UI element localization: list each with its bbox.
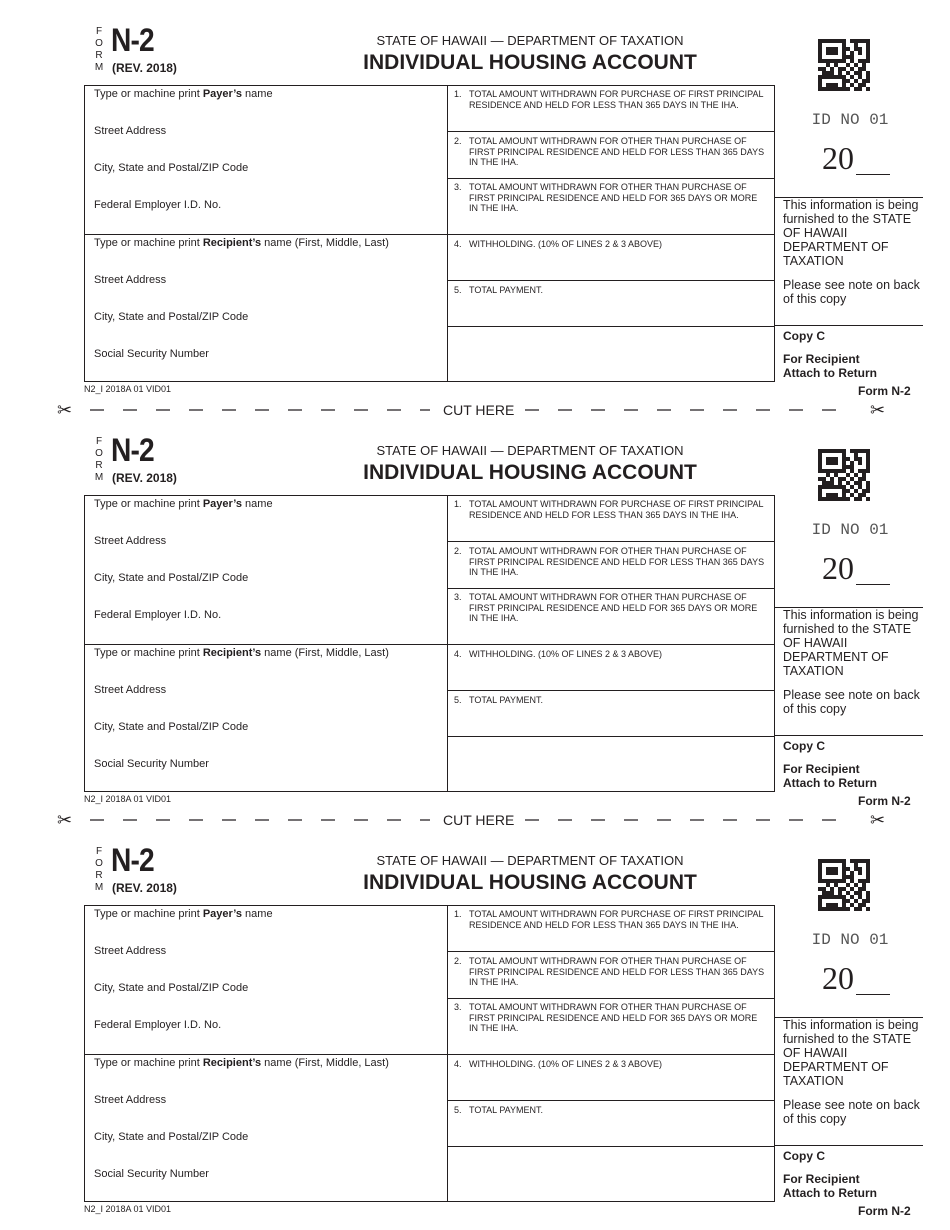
divider xyxy=(448,998,774,999)
divider xyxy=(775,325,923,326)
line-2-total-withdrawn-other-short[interactable]: 2. TOTAL AMOUNT WITHDRAWN FOR OTHER THAN PURCHASE OF FIRST PRINCIPAL RESIDENCE AND HELD FOR LESS THAN 365 DAYS IN THE IHA. xyxy=(454,136,765,167)
scissors-icon: ✂ xyxy=(870,400,886,420)
form-revision: (REV. 2018) xyxy=(112,881,177,895)
form-title: INDIVIDUAL HOUSING ACCOUNT xyxy=(363,51,697,74)
recipient-city-label[interactable]: City, State and Postal/ZIP Code xyxy=(94,721,249,733)
tax-year-prefix: 20 xyxy=(822,550,854,586)
tax-year-input-line[interactable] xyxy=(856,584,890,585)
divider xyxy=(448,1100,774,1101)
payer-fein-label[interactable]: Federal Employer I.D. No. xyxy=(94,1019,222,1031)
recipient-ssn-label[interactable]: Social Security Number xyxy=(94,1168,209,1180)
recipient-instructions: For Recipient Attach to Return xyxy=(783,762,877,790)
form-footer-label: Form N-2 xyxy=(858,384,911,398)
recipient-street-label[interactable]: Street Address xyxy=(94,1094,167,1106)
divider xyxy=(85,644,448,645)
line-4-withholding[interactable]: 4. WITHHOLDING. (10% OF LINES 2 & 3 ABOVE) xyxy=(454,1059,663,1069)
form-code: N2_I 2018A 01 VID01 xyxy=(84,384,172,394)
id-number: ID NO 01 xyxy=(811,111,889,129)
form-revision: (REV. 2018) xyxy=(112,471,177,485)
back-note: Please see note on back of this copy xyxy=(783,688,920,716)
tax-year-prefix: 20 xyxy=(822,960,854,996)
line-1-total-withdrawn-first-residence-short[interactable]: 1. TOTAL AMOUNT WITHDRAWN FOR PURCHASE OF FIRST PRINCIPAL RESIDENCE AND HELD FOR LESS THAN 365 DAYS IN THE IHA. xyxy=(454,499,764,520)
form-vertical-label: F O R M xyxy=(94,26,104,73)
recipient-street-label[interactable]: Street Address xyxy=(94,684,167,696)
id-number: ID NO 01 xyxy=(811,521,889,539)
copy-label: Copy C xyxy=(783,739,825,753)
cut-here-label: CUT HERE xyxy=(443,402,515,418)
payer-name-label[interactable]: Type or machine print Payer’s name xyxy=(94,498,273,510)
divider xyxy=(448,588,774,589)
recipient-name-label[interactable]: Type or machine print Recipient’s name (First, Middle, Last) xyxy=(94,647,389,659)
line-2-total-withdrawn-other-short[interactable]: 2. TOTAL AMOUNT WITHDRAWN FOR OTHER THAN PURCHASE OF FIRST PRINCIPAL RESIDENCE AND HELD FOR LESS THAN 365 DAYS IN THE IHA. xyxy=(454,956,765,987)
payer-recipient-box xyxy=(84,85,448,382)
payer-fein-label[interactable]: Federal Employer I.D. No. xyxy=(94,199,222,211)
divider xyxy=(448,1146,774,1147)
divider xyxy=(448,690,774,691)
agency-heading: STATE OF HAWAII — DEPARTMENT OF TAXATION xyxy=(376,443,684,458)
form-footer-label: Form N-2 xyxy=(858,794,911,808)
copy-label: Copy C xyxy=(783,329,825,343)
line-3-total-withdrawn-other-long[interactable]: 3. TOTAL AMOUNT WITHDRAWN FOR OTHER THAN PURCHASE OF FIRST PRINCIPAL RESIDENCE AND HELD FOR 365 DAYS OR MORE IN THE IHA. xyxy=(454,592,758,623)
recipient-instructions: For Recipient Attach to Return xyxy=(783,1172,877,1200)
qr-code-icon xyxy=(818,859,870,911)
line-4-withholding[interactable]: 4. WITHHOLDING. (10% OF LINES 2 & 3 ABOVE) xyxy=(454,239,663,249)
recipient-instructions: For Recipient Attach to Return xyxy=(783,352,877,380)
qr-code-icon xyxy=(818,39,870,91)
payer-name-label[interactable]: Type or machine print Payer’s name xyxy=(94,88,273,100)
form-title: INDIVIDUAL HOUSING ACCOUNT xyxy=(363,871,697,894)
form-copy xyxy=(0,410,950,810)
divider xyxy=(448,736,774,737)
line-2-total-withdrawn-other-short[interactable]: 2. TOTAL AMOUNT WITHDRAWN FOR OTHER THAN PURCHASE OF FIRST PRINCIPAL RESIDENCE AND HELD FOR LESS THAN 365 DAYS IN THE IHA. xyxy=(454,546,765,577)
line-5-total-payment[interactable]: 5. TOTAL PAYMENT. xyxy=(454,695,544,705)
payer-city-label[interactable]: City, State and Postal/ZIP Code xyxy=(94,572,249,584)
recipient-ssn-label[interactable]: Social Security Number xyxy=(94,348,209,360)
recipient-street-label[interactable]: Street Address xyxy=(94,274,167,286)
divider xyxy=(85,1054,448,1055)
form-copy xyxy=(0,820,950,1220)
divider xyxy=(85,234,448,235)
agency-heading: STATE OF HAWAII — DEPARTMENT OF TAXATION xyxy=(376,33,684,48)
amounts-box xyxy=(447,905,775,1202)
information-notice: This information is being furnished to the STATE OF HAWAII DEPARTMENT OF TAXATION xyxy=(783,608,919,678)
divider xyxy=(448,234,774,235)
divider xyxy=(775,1145,923,1146)
tax-year-input-line[interactable] xyxy=(856,174,890,175)
scissors-icon: ✂ xyxy=(870,810,886,830)
payer-street-label[interactable]: Street Address xyxy=(94,535,167,547)
amounts-box xyxy=(447,495,775,792)
form-copy xyxy=(0,0,950,400)
form-number: N-2 xyxy=(111,842,154,878)
recipient-city-label[interactable]: City, State and Postal/ZIP Code xyxy=(94,1131,249,1143)
payer-name-label[interactable]: Type or machine print Payer’s name xyxy=(94,908,273,920)
divider xyxy=(448,1054,774,1055)
qr-code-icon xyxy=(818,449,870,501)
divider xyxy=(775,735,923,736)
tax-year-input-line[interactable] xyxy=(856,994,890,995)
divider xyxy=(448,326,774,327)
information-notice: This information is being furnished to the STATE OF HAWAII DEPARTMENT OF TAXATION xyxy=(783,198,919,268)
form-revision: (REV. 2018) xyxy=(112,61,177,75)
form-footer-label: Form N-2 xyxy=(858,1204,911,1218)
id-number: ID NO 01 xyxy=(811,931,889,949)
payer-fein-label[interactable]: Federal Employer I.D. No. xyxy=(94,609,222,621)
payer-street-label[interactable]: Street Address xyxy=(94,945,167,957)
form-title: INDIVIDUAL HOUSING ACCOUNT xyxy=(363,461,697,484)
line-1-total-withdrawn-first-residence-short[interactable]: 1. TOTAL AMOUNT WITHDRAWN FOR PURCHASE OF FIRST PRINCIPAL RESIDENCE AND HELD FOR LESS THAN 365 DAYS IN THE IHA. xyxy=(454,89,764,110)
copy-label: Copy C xyxy=(783,1149,825,1163)
form-vertical-label: F O R M xyxy=(94,436,104,483)
divider xyxy=(448,280,774,281)
recipient-name-label[interactable]: Type or machine print Recipient’s name (First, Middle, Last) xyxy=(94,1057,389,1069)
tax-year-prefix: 20 xyxy=(822,140,854,176)
divider xyxy=(448,178,774,179)
line-3-total-withdrawn-other-long[interactable]: 3. TOTAL AMOUNT WITHDRAWN FOR OTHER THAN PURCHASE OF FIRST PRINCIPAL RESIDENCE AND HELD FOR 365 DAYS OR MORE IN THE IHA. xyxy=(454,182,758,213)
divider xyxy=(448,541,774,542)
cut-here-label: CUT HERE xyxy=(443,812,515,828)
recipient-name-label[interactable]: Type or machine print Recipient’s name (First, Middle, Last) xyxy=(94,237,389,249)
form-code: N2_I 2018A 01 VID01 xyxy=(84,794,172,804)
back-note: Please see note on back of this copy xyxy=(783,278,920,306)
recipient-city-label[interactable]: City, State and Postal/ZIP Code xyxy=(94,311,249,323)
divider xyxy=(448,951,774,952)
form-vertical-label: F O R M xyxy=(94,846,104,893)
form-number: N-2 xyxy=(111,22,154,58)
form-number: N-2 xyxy=(111,432,154,468)
recipient-ssn-label[interactable]: Social Security Number xyxy=(94,758,209,770)
line-3-total-withdrawn-other-long[interactable]: 3. TOTAL AMOUNT WITHDRAWN FOR OTHER THAN PURCHASE OF FIRST PRINCIPAL RESIDENCE AND HELD FOR 365 DAYS OR MORE IN THE IHA. xyxy=(454,1002,758,1033)
payer-recipient-box xyxy=(84,495,448,792)
line-5-total-payment[interactable]: 5. TOTAL PAYMENT. xyxy=(454,285,544,295)
amounts-box xyxy=(447,85,775,382)
divider xyxy=(448,131,774,132)
line-1-total-withdrawn-first-residence-short[interactable]: 1. TOTAL AMOUNT WITHDRAWN FOR PURCHASE OF FIRST PRINCIPAL RESIDENCE AND HELD FOR LESS THAN 365 DAYS IN THE IHA. xyxy=(454,909,764,930)
information-notice: This information is being furnished to the STATE OF HAWAII DEPARTMENT OF TAXATION xyxy=(783,1018,919,1088)
back-note: Please see note on back of this copy xyxy=(783,1098,920,1126)
scissors-icon: ✂ xyxy=(57,400,73,420)
agency-heading: STATE OF HAWAII — DEPARTMENT OF TAXATION xyxy=(376,853,684,868)
line-4-withholding[interactable]: 4. WITHHOLDING. (10% OF LINES 2 & 3 ABOVE) xyxy=(454,649,663,659)
payer-street-label[interactable]: Street Address xyxy=(94,125,167,137)
payer-recipient-box xyxy=(84,905,448,1202)
payer-city-label[interactable]: City, State and Postal/ZIP Code xyxy=(94,982,249,994)
form-code: N2_I 2018A 01 VID01 xyxy=(84,1204,172,1214)
scissors-icon: ✂ xyxy=(57,810,73,830)
payer-city-label[interactable]: City, State and Postal/ZIP Code xyxy=(94,162,249,174)
line-5-total-payment[interactable]: 5. TOTAL PAYMENT. xyxy=(454,1105,544,1115)
divider xyxy=(448,644,774,645)
